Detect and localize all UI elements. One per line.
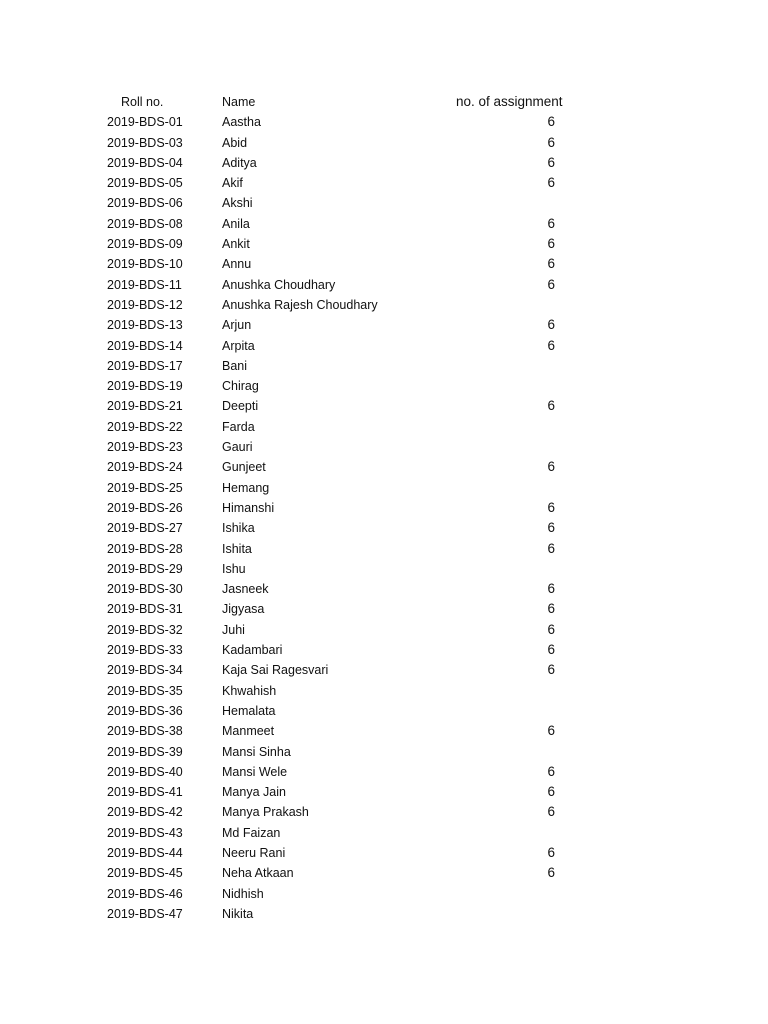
student-name: Jasneek (222, 582, 269, 597)
assignment-count: 6 (547, 317, 555, 333)
table-row (0, 823, 768, 843)
student-rows (0, 112, 768, 924)
student-name: Farda (222, 419, 255, 434)
roll-number: 2019-BDS-39 (107, 744, 183, 759)
table-row (0, 112, 768, 132)
roll-number: 2019-BDS-11 (107, 277, 182, 292)
assignment-count: 6 (547, 134, 555, 150)
student-name: Annu (222, 257, 252, 272)
roll-number: 2019-BDS-08 (107, 216, 183, 231)
table-row (0, 539, 768, 559)
roll-number: 2019-BDS-23 (107, 440, 183, 455)
table-row (0, 315, 768, 335)
student-name: Gunjeet (222, 460, 266, 475)
student-name: Anushka Choudhary (222, 277, 336, 292)
roll-number: 2019-BDS-44 (107, 845, 183, 860)
assignment-count: 6 (547, 398, 555, 414)
student-name: Arjun (222, 318, 252, 333)
roll-number: 2019-BDS-21 (107, 399, 183, 414)
table-row (0, 884, 768, 904)
roll-number: 2019-BDS-38 (107, 724, 183, 739)
table-row (0, 336, 768, 356)
roll-number: 2019-BDS-29 (107, 561, 183, 576)
student-name: Ishita (222, 541, 252, 556)
student-name: Manya Prakash (222, 805, 309, 820)
table-row (0, 721, 768, 741)
roll-number: 2019-BDS-32 (107, 622, 183, 637)
student-name: Gauri (222, 440, 253, 455)
student-name: Chirag (222, 379, 259, 394)
roll-number: 2019-BDS-06 (107, 196, 183, 211)
student-name: Anushka Rajesh Choudhary (222, 297, 378, 312)
roll-number: 2019-BDS-19 (107, 379, 183, 394)
roll-number: 2019-BDS-45 (107, 866, 183, 881)
assignment-count: 6 (547, 499, 555, 515)
student-name: Ankit (222, 237, 250, 252)
table-row (0, 681, 768, 701)
student-name: Neeru Rani (222, 845, 286, 860)
roll-number: 2019-BDS-03 (107, 135, 183, 150)
assignment-count: 6 (547, 662, 555, 678)
roll-number: 2019-BDS-24 (107, 460, 183, 475)
student-name: Manmeet (222, 724, 275, 739)
roll-number: 2019-BDS-47 (107, 906, 183, 921)
table-row (0, 153, 768, 173)
roll-number: 2019-BDS-10 (107, 257, 183, 272)
roll-number: 2019-BDS-36 (107, 703, 183, 718)
assignment-count-header: no. of assignment (456, 94, 563, 109)
assignment-count: 6 (547, 581, 555, 597)
assignment-count: 6 (547, 337, 555, 353)
table-row (0, 234, 768, 254)
roll-header: Roll no. (121, 95, 164, 109)
student-name: Abid (222, 135, 248, 150)
roll-number: 2019-BDS-42 (107, 805, 183, 820)
table-row (0, 478, 768, 498)
student-name: Khwahish (222, 683, 277, 698)
roll-number: 2019-BDS-34 (107, 663, 183, 678)
assignment-count: 6 (547, 601, 555, 617)
table-row (0, 640, 768, 660)
roll-number: 2019-BDS-13 (107, 318, 183, 333)
assignment-count: 6 (547, 276, 555, 292)
student-name: Akif (222, 176, 243, 191)
student-name: Manya Jain (222, 785, 286, 800)
student-name: Arpita (222, 338, 255, 353)
roll-number: 2019-BDS-30 (107, 582, 183, 597)
assignment-count: 6 (547, 175, 555, 191)
table-row (0, 742, 768, 762)
table-row (0, 437, 768, 457)
table-row (0, 863, 768, 883)
table-row (0, 559, 768, 579)
table-row (0, 762, 768, 782)
table-row (0, 275, 768, 295)
assignment-count: 6 (547, 621, 555, 637)
roll-number: 2019-BDS-25 (107, 480, 183, 495)
assignment-count: 6 (547, 215, 555, 231)
student-name: Nidhish (222, 886, 264, 901)
student-name: Kadambari (222, 643, 283, 658)
roll-number: 2019-BDS-04 (107, 155, 183, 170)
student-name: Deepti (222, 399, 259, 414)
table-row (0, 457, 768, 477)
student-name: Neha Atkaan (222, 866, 294, 881)
table-row (0, 417, 768, 437)
table-row (0, 356, 768, 376)
table-row (0, 599, 768, 619)
roll-number: 2019-BDS-09 (107, 237, 183, 252)
roll-number: 2019-BDS-01 (107, 115, 183, 130)
roll-number: 2019-BDS-26 (107, 500, 183, 515)
roll-number: 2019-BDS-14 (107, 338, 183, 353)
assignment-count: 6 (547, 804, 555, 820)
student-name: Bani (222, 358, 248, 373)
student-name: Ishika (222, 521, 255, 536)
table-row (0, 254, 768, 274)
table-row (0, 376, 768, 396)
table-row (0, 133, 768, 153)
table-row (0, 214, 768, 234)
assignment-count: 6 (547, 459, 555, 475)
student-name: Mansi Wele (222, 764, 288, 779)
table-row (0, 701, 768, 721)
table-row (0, 193, 768, 213)
assignment-count: 6 (547, 844, 555, 860)
student-name: Akshi (222, 196, 253, 211)
roll-number: 2019-BDS-05 (107, 176, 183, 191)
roll-number: 2019-BDS-43 (107, 825, 183, 840)
table-row (0, 660, 768, 680)
roll-number: 2019-BDS-35 (107, 683, 183, 698)
table-row (0, 518, 768, 538)
assignment-count: 6 (547, 154, 555, 170)
roll-number: 2019-BDS-41 (107, 785, 183, 800)
table-row (0, 620, 768, 640)
table-row (0, 295, 768, 315)
assignment-count: 6 (547, 642, 555, 658)
student-name: Hemalata (222, 703, 276, 718)
header-row (0, 92, 768, 112)
assignment-count: 6 (547, 763, 555, 779)
roll-number: 2019-BDS-28 (107, 541, 183, 556)
assignment-count: 6 (547, 236, 555, 252)
student-name: Md Faizan (222, 825, 281, 840)
assignment-sheet (0, 92, 768, 924)
table-row (0, 579, 768, 599)
student-name: Anila (222, 216, 250, 231)
table-row (0, 396, 768, 416)
table-row (0, 782, 768, 802)
assignment-count: 6 (547, 256, 555, 272)
student-name: Kaja Sai Ragesvari (222, 663, 329, 678)
roll-number: 2019-BDS-22 (107, 419, 183, 434)
student-name: Juhi (222, 622, 245, 637)
assignment-count: 6 (547, 723, 555, 739)
student-name: Nikita (222, 906, 254, 921)
roll-number: 2019-BDS-46 (107, 886, 183, 901)
name-header: Name (222, 95, 256, 109)
roll-number: 2019-BDS-17 (107, 358, 183, 373)
table-row (0, 498, 768, 518)
student-name: Hemang (222, 480, 270, 495)
assignment-count: 6 (547, 865, 555, 881)
roll-number: 2019-BDS-40 (107, 764, 183, 779)
student-name: Mansi Sinha (222, 744, 291, 759)
table-row (0, 802, 768, 822)
assignment-count: 6 (547, 784, 555, 800)
assignment-count: 6 (547, 540, 555, 556)
student-name: Ishu (222, 561, 246, 576)
table-row (0, 904, 768, 924)
roll-number: 2019-BDS-27 (107, 521, 183, 536)
student-name: Himanshi (222, 500, 275, 515)
roll-number: 2019-BDS-12 (107, 297, 183, 312)
table-row (0, 843, 768, 863)
student-name: Aditya (222, 155, 257, 170)
roll-number: 2019-BDS-33 (107, 643, 183, 658)
table-row (0, 173, 768, 193)
assignment-count: 6 (547, 520, 555, 536)
student-name: Aastha (222, 115, 261, 130)
roll-number: 2019-BDS-31 (107, 602, 183, 617)
student-name: Jigyasa (222, 602, 265, 617)
assignment-count: 6 (547, 114, 555, 130)
